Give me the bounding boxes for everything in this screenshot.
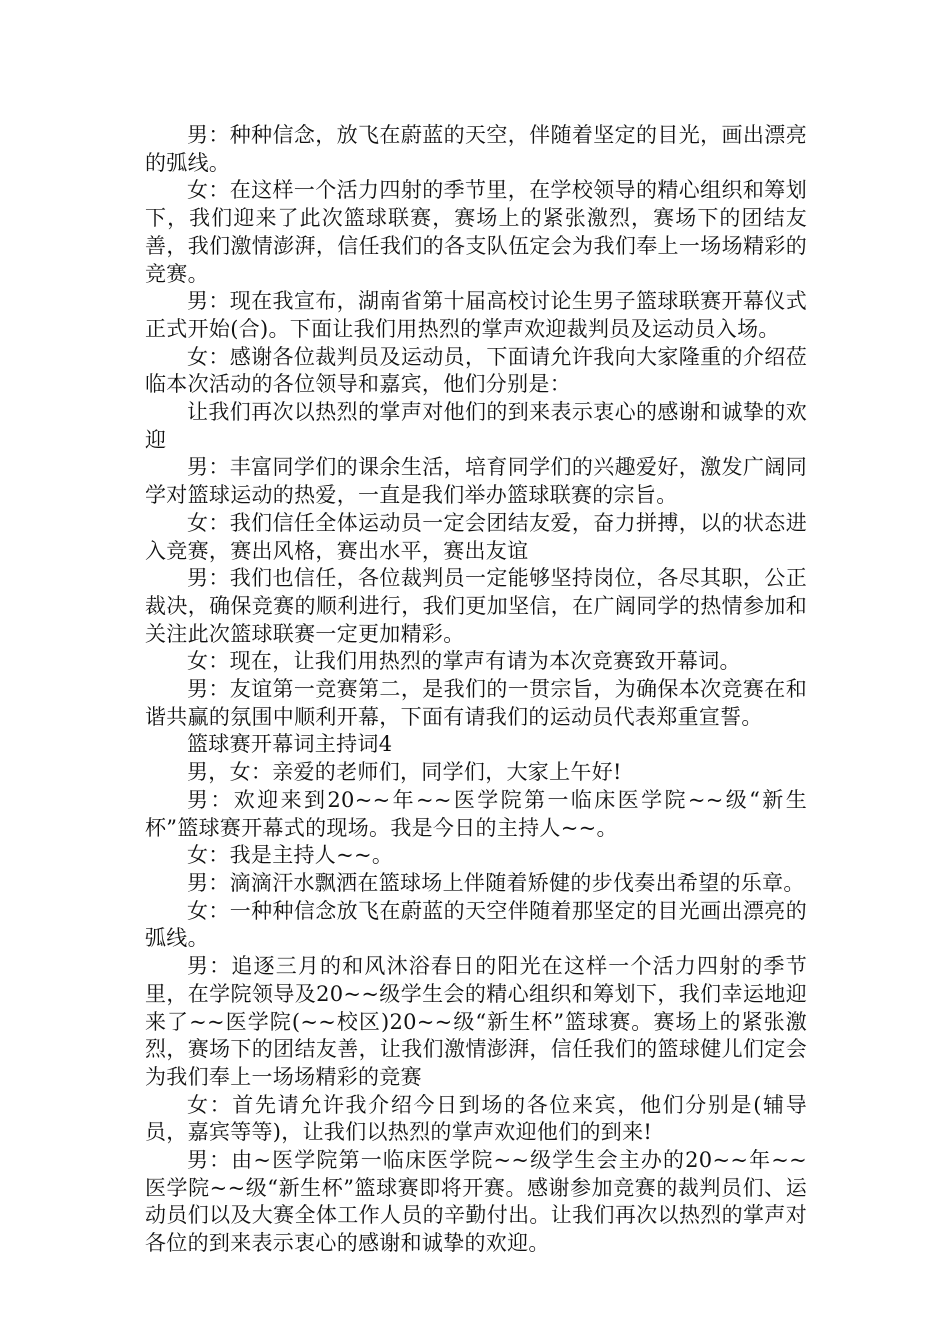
paragraph-10: 男：友谊第一竞赛第二，是我们的一贯宗旨，为确保本次竞赛在和谐共赢的氛围中顺利开幕，下面有请我们的运动员代表郑重宣誓。: [145, 677, 807, 729]
paragraph-5: 让我们再次以热烈的掌声对他们的到来表示衷心的感谢和诚挚的欢迎: [145, 400, 807, 452]
paragraph-2: 女：在这样一个活力四射的季节里，在学校领导的精心组织和筹划下，我们迎来了此次篮球联赛，赛场上的紧张激烈，赛场下的团结友善，我们激情澎湃，信任我们的各支队伍定会为我们奉上一场场精彩的竞赛。: [145, 178, 807, 286]
paragraph-19: 男：由~医学院第一临床医学院~~级学生会主办的20~~年~~医学院~~级“新生杯”篮球赛即将开赛。感谢参加竞赛的裁判员们、运动员们以及大赛全体工作人员的辛勤付出。让我们再次以热烈的掌声对各位的到来表示衷心的感谢和诚挚的欢迎。: [145, 1148, 807, 1256]
paragraph-7: 女：我们信任全体运动员一定会团结友爱，奋力拼搏，以的状态进入竞赛，赛出风格，赛出水平，赛出友谊: [145, 510, 807, 563]
paragraph-18: 女：首先请允许我介绍今日到场的各位来宾，他们分别是(辅导员，嘉宾等等)，让我们以热烈的掌声欢迎他们的到来!: [145, 1092, 807, 1145]
paragraph-4: 女：感谢各位裁判员及运动员，下面请允许我向大家隆重的介绍莅临本次活动的各位领导和嘉宾，他们分别是：: [145, 344, 807, 397]
paragraph-8: 男：我们也信任，各位裁判员一定能够坚持岗位，各尽其职，公正裁决，确保竞赛的顺利进行，我们更加坚信，在广阔同学的热情参加和关注此次篮球联赛一定更加精彩。: [145, 566, 807, 646]
paragraph-13: 男：欢迎来到20~~年~~医学院第一临床医学院~~级“新生杯”篮球赛开幕式的现场。我是今日的主持人~~。: [145, 787, 807, 840]
paragraph-14: 女：我是主持人~~。: [187, 843, 394, 868]
section-heading: 篮球赛开幕词主持词4: [187, 732, 393, 757]
paragraph-17: 男：追逐三月的和风沐浴春日的阳光在这样一个活力四射的季节里，在学院领导及20~~级学生会的精心组织和筹划下，我们幸运地迎来了~~医学院(~~校区)20~~级“新生杯”篮球赛。赛场上的紧张激烈，赛场下的团结友善，让我们激情澎湃，信任我们的篮球健儿们定会为我们奉上一场场精彩的竞赛: [145, 954, 807, 1089]
paragraph-12: 男，女：亲爱的老师们，同学们，大家上午好!: [187, 760, 622, 785]
paragraph-16: 女：一种种信念放飞在蔚蓝的天空伴随着那坚定的目光画出漂亮的弧线。: [145, 898, 807, 951]
document-body: [145, 122, 807, 1258]
paragraph-3: 男：现在我宣布，湖南省第十届高校讨论生男子篮球联赛开幕仪式正式开始(合)。下面让我们用热烈的掌声欢迎裁判员及运动员入场。: [145, 289, 807, 341]
paragraph-1: 男：种种信念，放飞在蔚蓝的天空，伴随着坚定的目光，画出漂亮的弧线。: [145, 123, 807, 175]
paragraph-9: 女：现在，让我们用热烈的掌声有请为本次竞赛致开幕词。: [187, 649, 741, 674]
paragraph-6: 男：丰富同学们的课余生活，培育同学们的兴趣爱好，激发广阔同学对篮球运动的热爱，一直是我们举办篮球联赛的宗旨。: [145, 455, 807, 508]
paragraph-15: 男：滴滴汗水飘洒在篮球场上伴随着矫健的步伐奏出希望的乐章。: [187, 870, 805, 895]
